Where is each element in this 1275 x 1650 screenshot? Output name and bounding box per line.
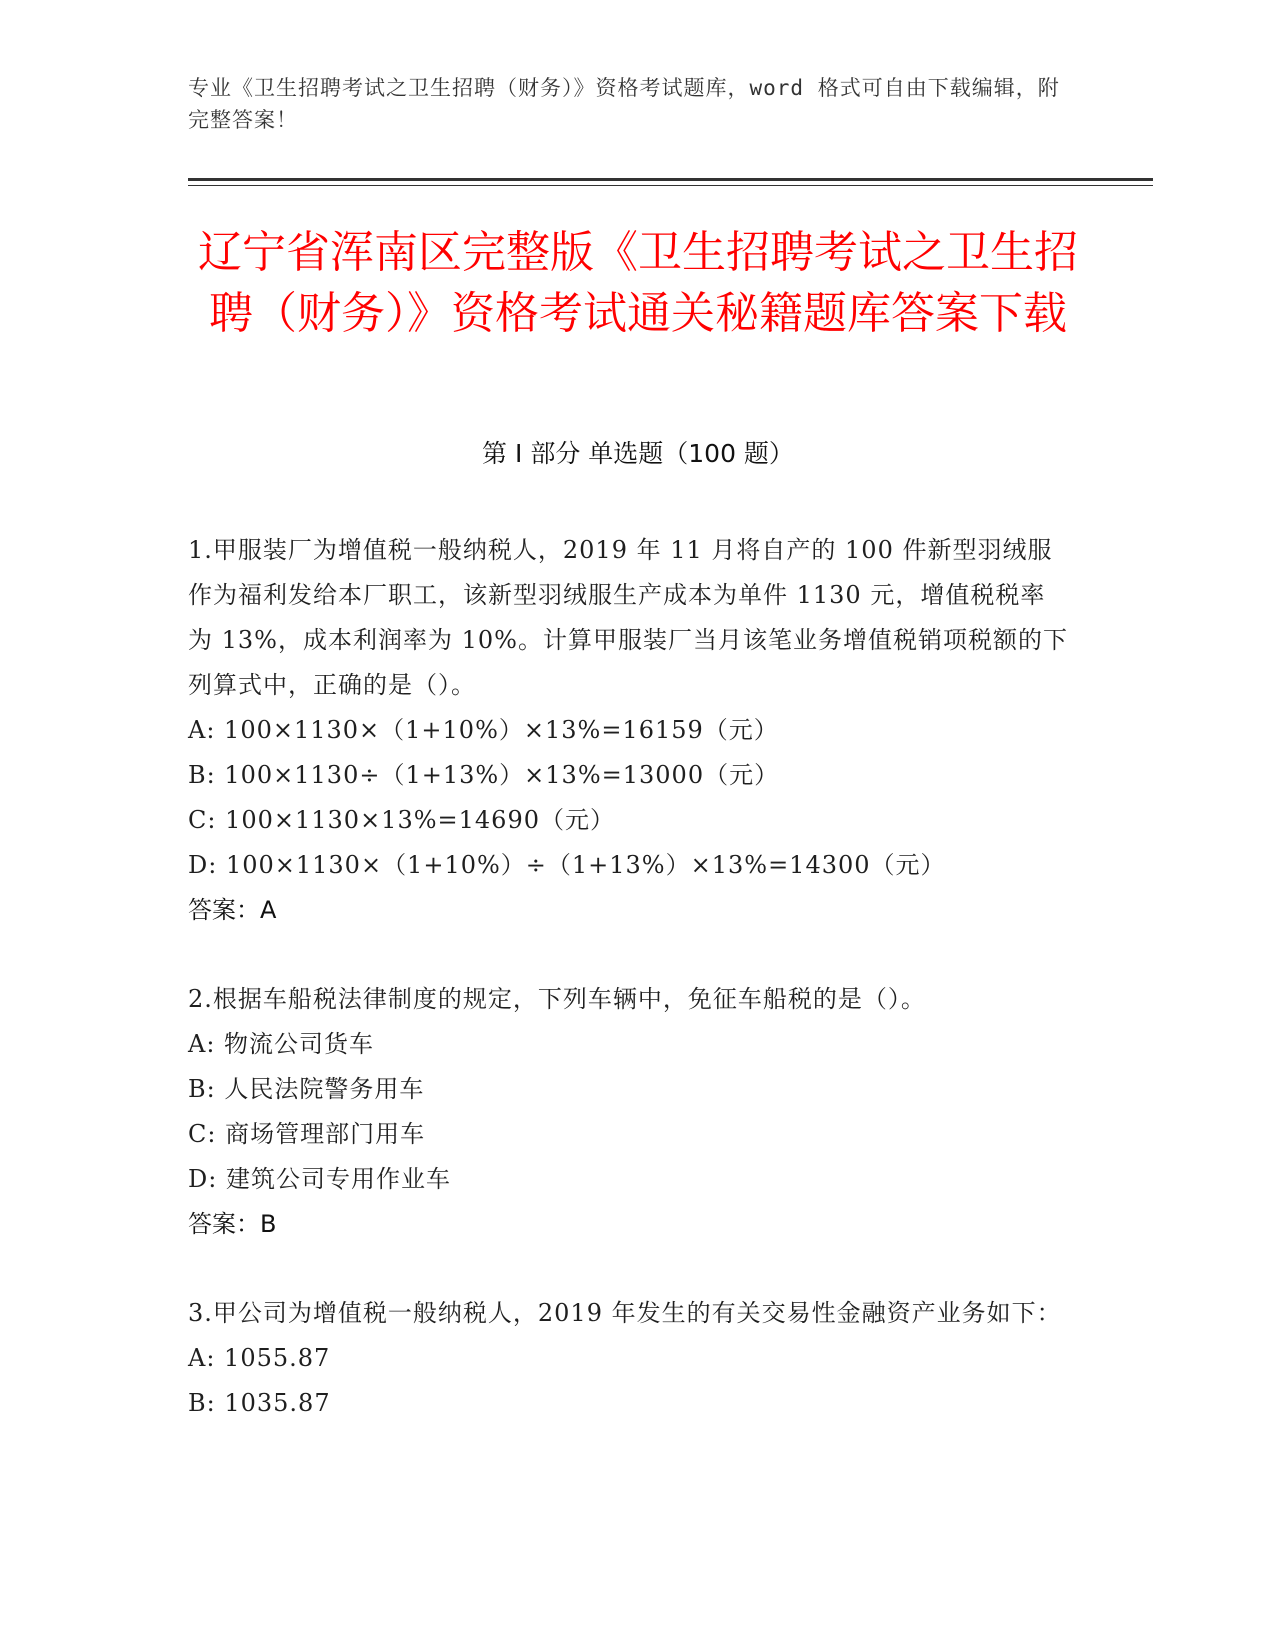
header-note: 专业《卫生招聘考试之卫生招聘（财务）》资格考试题库，word 格式可自由下载编辑，附完整答案！: [188, 76, 1060, 132]
option-d: D: 建筑公司专用作业车: [188, 1165, 451, 1193]
question-1: [188, 528, 1068, 933]
document-title: 辽宁省浑南区完整版《卫生招聘考试之卫生招聘（财务）》资格考试通关秘籍题库答案下载: [198, 227, 1078, 339]
question-3: [188, 1291, 1068, 1426]
section-title: 第 I 部分 单选题（100 题）: [482, 439, 794, 468]
option-a: A: 物流公司货车: [188, 1030, 375, 1058]
answer: 答案：A: [188, 896, 277, 924]
question-stem: 2.根据车船税法律制度的规定，下列车辆中，免征车船税的是（）。: [188, 985, 926, 1013]
question-2: [188, 977, 1068, 1247]
option-d: D: 100×1130×（1+10%）÷（1+13%）×13%=14300（元）: [188, 851, 946, 879]
option-a: A: 100×1130×（1+10%）×13%=16159（元）: [188, 716, 779, 744]
question-stem: 1.甲服装厂为增值税一般纳税人，2019 年 11 月将自产的 100 件新型羽绒服作为福利发给本厂职工，该新型羽绒服生产成本为单件 1130 元，增值税税率为 13%，成本利润率为 10%。计算甲服装厂当月该笔业务增值税销项税额的下列算式中，正确的是（）。: [188, 536, 1068, 699]
option-c: C: 商场管理部门用车: [188, 1120, 426, 1148]
header-rule-thick: [188, 178, 1153, 181]
option-b: B: 人民法院警务用车: [188, 1075, 425, 1103]
option-b: B: 1035.87: [188, 1389, 331, 1417]
option-a: A: 1055.87: [188, 1344, 331, 1372]
header-rule-thin: [188, 185, 1153, 186]
option-c: C: 100×1130×13%=14690（元）: [188, 806, 615, 834]
question-list: [188, 528, 1068, 1470]
question-stem: 3.甲公司为增值税一般纳税人，2019 年发生的有关交易性金融资产业务如下：: [188, 1299, 1062, 1327]
option-b: B: 100×1130÷（1+13%）×13%=13000（元）: [188, 761, 780, 789]
answer: 答案：B: [188, 1210, 277, 1238]
